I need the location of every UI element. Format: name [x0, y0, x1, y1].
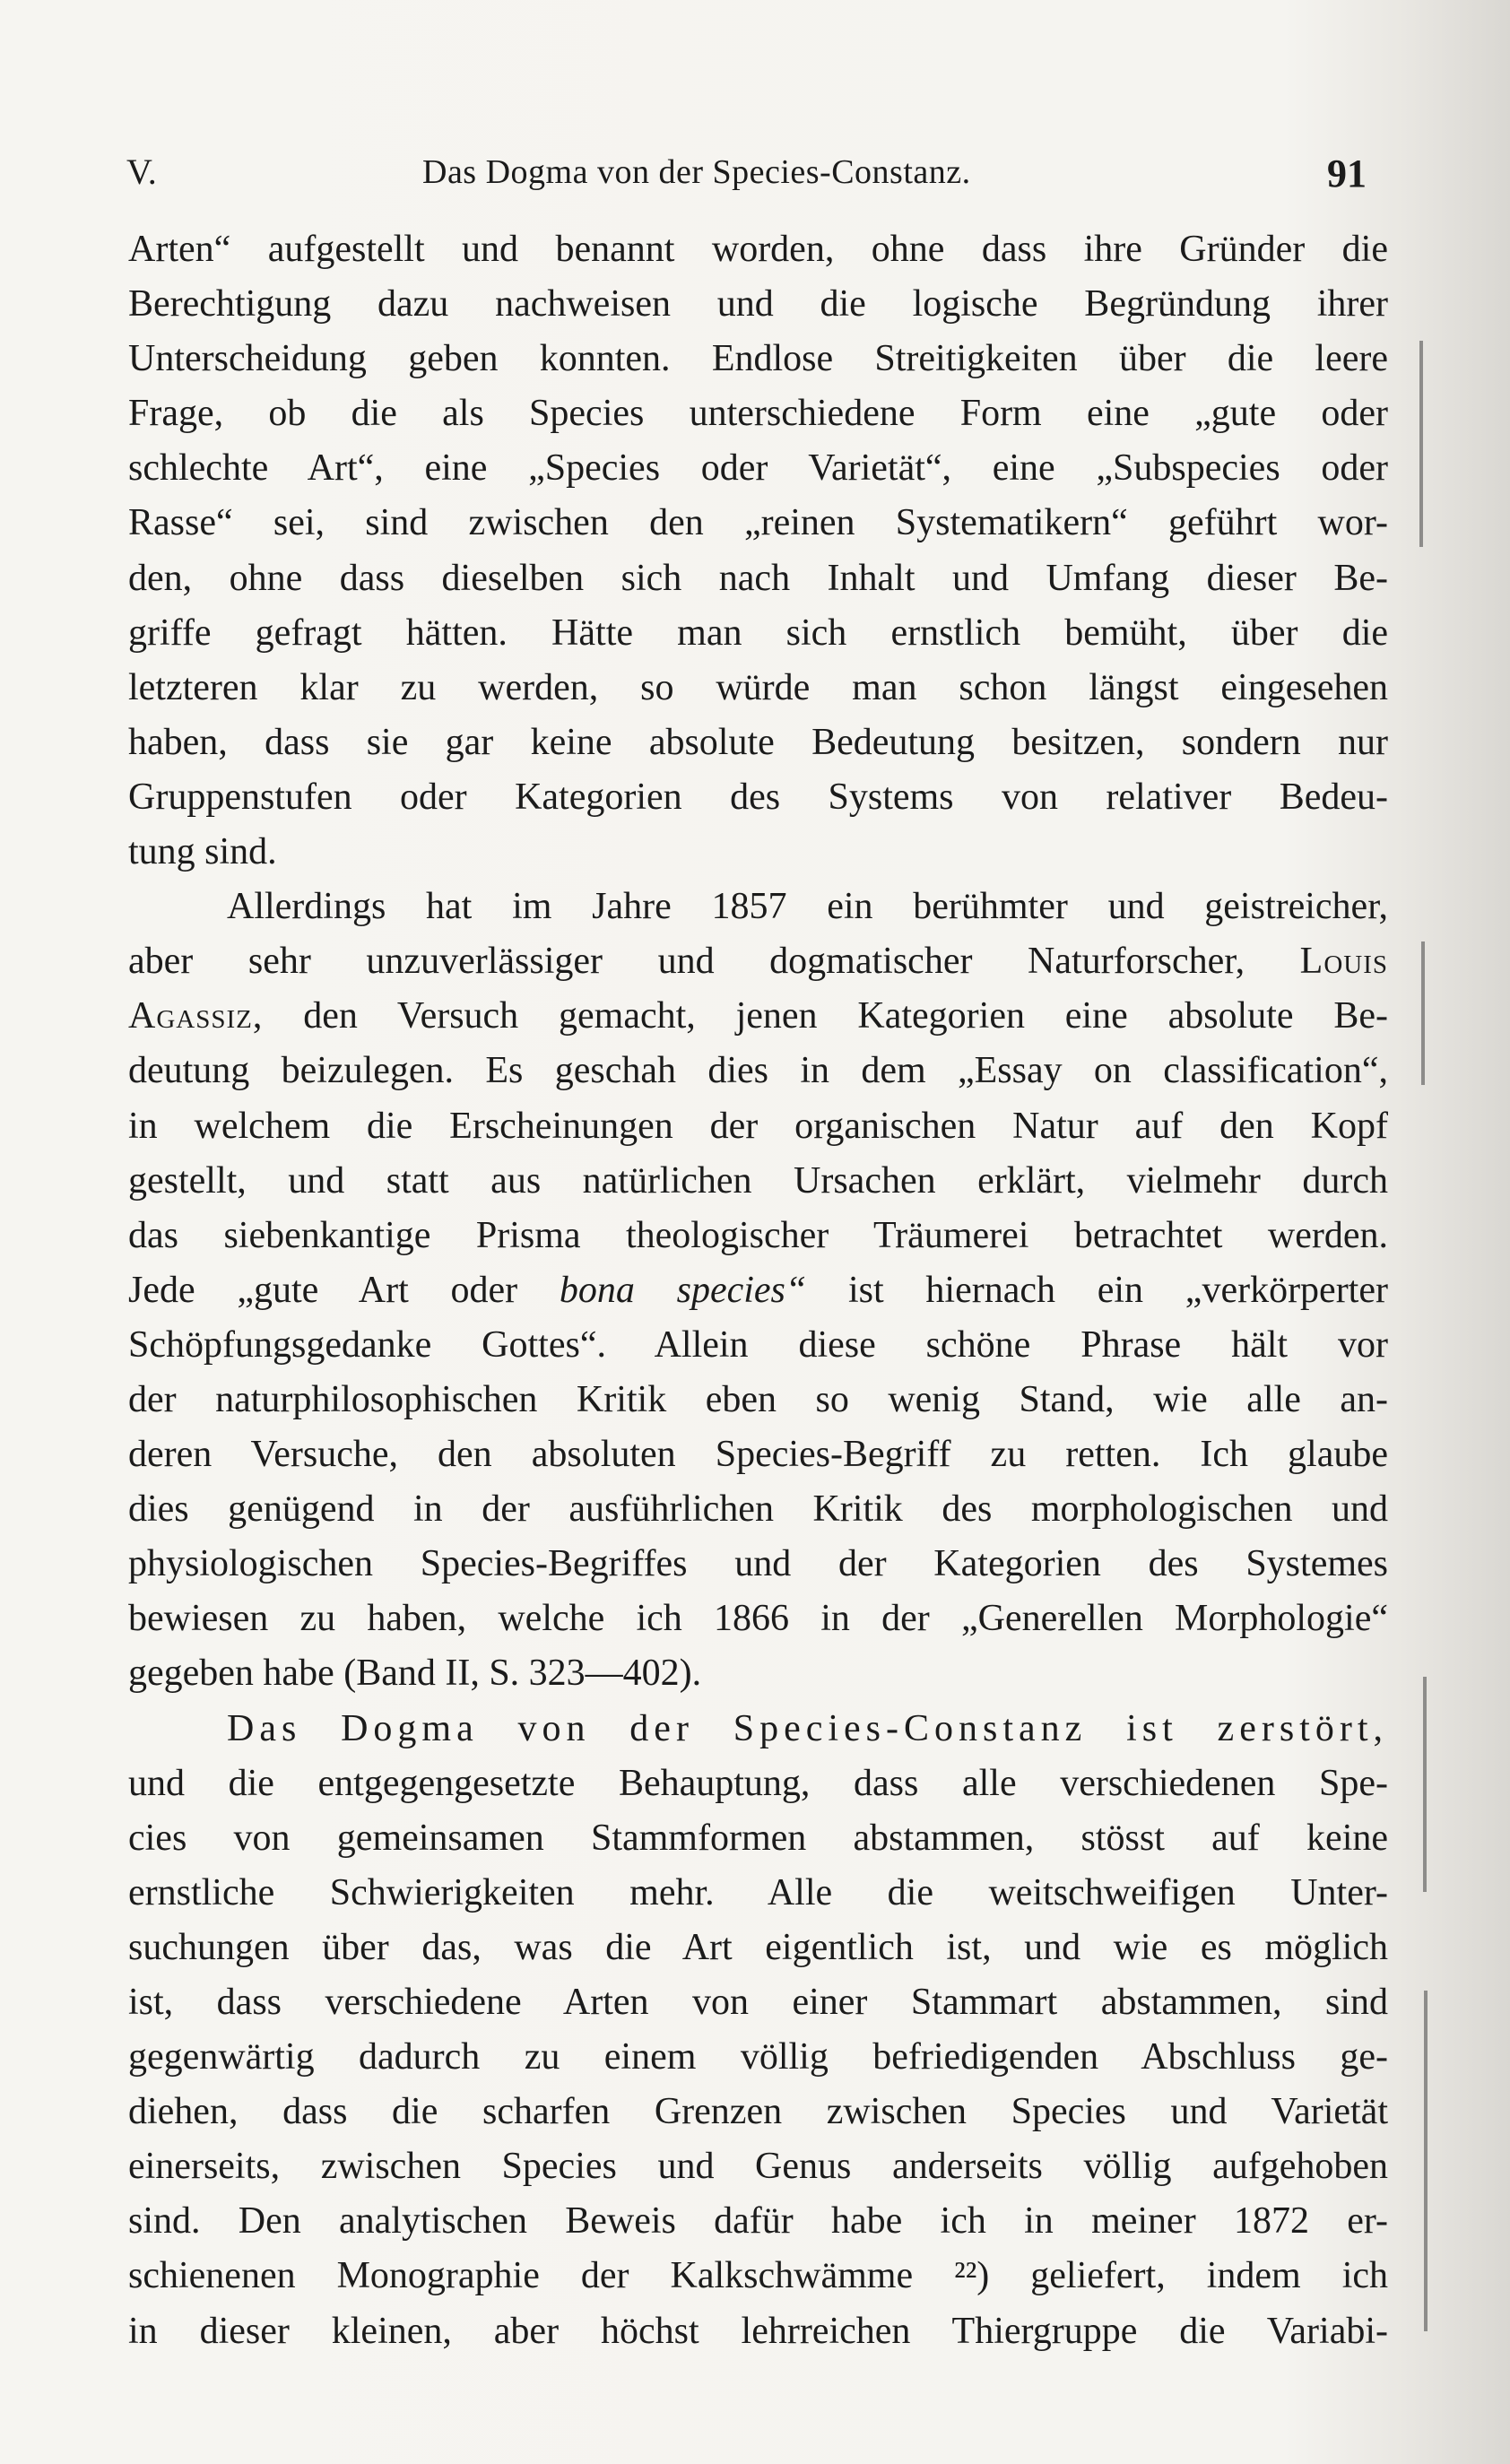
author-name: Louis — [1299, 941, 1388, 983]
text-line: Frage, ob die als Species unterschiedene Form eine „gute oder — [128, 393, 1388, 435]
paragraph-2 — [128, 880, 1388, 1701]
page-edge-shadow — [1423, 1677, 1427, 1892]
text-line: gegenwärtig dadurch zu einem völlig befriedigenden Abschluss ge- — [128, 2036, 1388, 2078]
text-line: das siebenkantige Prisma theologischer Träumerei betrachtet werden. — [128, 1214, 1388, 1256]
text-line: in dieser kleinen, aber höchst lehrreichen Thiergruppe die Variabi- — [128, 2310, 1388, 2352]
text-line — [128, 934, 1388, 989]
text-line: gegeben habe (Band II, S. 323—402). — [128, 1653, 702, 1695]
text-line: diehen, dass die scharfen Grenzen zwischen Species und Varietät — [128, 2091, 1388, 2133]
text-line: sind. Den analytischen Beweis dafür habe ich in meiner 1872 er- — [128, 2200, 1388, 2243]
text-line: letzteren klar zu werden, so würde man schon längst eingesehen — [128, 666, 1388, 708]
text-line: Rasse“ sei, sind zwischen den „reinen Systematikern“ geführt wor- — [128, 502, 1388, 544]
text-line: Gruppenstufen oder Kategorien des Systems von relativer Bedeu- — [128, 776, 1388, 818]
text-line: suchungen über das, was die Art eigentlich ist, und wie es möglich — [128, 1926, 1388, 1968]
text-span: den Versuch gemacht, jenen Kategorien eine absolute Be- — [303, 995, 1388, 1037]
text-line: deutung beizulegen. Es geschah dies in dem „Essay on classification“, — [128, 1050, 1388, 1092]
text-line: physiologischen Species-Begriffes und der Kategorien des Systemes — [128, 1543, 1388, 1585]
text-line: ist, dass verschiedene Arten von einer Stammart abstammen, sind — [128, 1982, 1388, 2023]
text-line: gestellt, und statt aus natürlichen Ursachen erklärt, vielmehr durch — [128, 1159, 1388, 1202]
running-title: Das Dogma von der Species-Constanz. — [422, 153, 971, 191]
page-number: 91 — [1327, 152, 1367, 195]
page-edge-shadow — [1419, 341, 1423, 547]
text-span: aber sehr unzuverlässiger und dogmatischer Naturforscher, — [128, 941, 1245, 983]
text-line: Unterscheidung geben konnten. Endlose Streitigkeiten über die leere — [128, 338, 1388, 380]
text-line: haben, dass sie gar keine absolute Bedeutung besitzen, sondern nur — [128, 721, 1388, 763]
text-span: ist hiernach ein „verkörperter — [848, 1269, 1388, 1311]
author-name: Agassiz, — [128, 995, 264, 1037]
text-line: und die entgegengesetzte Behauptung, dass alle verschiedenen Spe- — [128, 1762, 1388, 1804]
spaced-heading-line: Das Dogma von der Species-Constanz ist zerstört, — [227, 1707, 1388, 1749]
text-line: dies genügend in der ausführlichen Kritik des morphologischen und — [128, 1488, 1388, 1531]
text-line: den, ohne dass dieselben sich nach Inhalt und Umfang dieser Be- — [128, 557, 1388, 599]
text-line: ernstliche Schwierigkeiten mehr. Alle die weitschweifigen Unter- — [128, 1871, 1388, 1913]
chapter-number: V. — [126, 152, 157, 192]
paragraph-3 — [128, 1702, 1388, 2359]
text-line — [128, 1263, 1388, 1318]
text-line: cies von gemeinsamen Stammformen abstammen, stösst auf keine — [128, 1817, 1388, 1859]
text-line: einerseits, zwischen Species und Genus anderseits völlig aufgehoben — [128, 2146, 1388, 2188]
text-line: schienenen Monographie der Kalkschwämme ²²) geliefert, indem ich — [128, 2255, 1388, 2297]
text-line: Berechtigung dazu nachweisen und die logische Begründung ihrer — [128, 283, 1388, 325]
text-line: Allerdings hat im Jahre 1857 ein berühmter und geistreicher, — [227, 886, 1388, 928]
text-line: schlechte Art“, eine „Species oder Varietät“, eine „Subspecies oder — [128, 447, 1388, 490]
text-line: Schöpfungsgedanke Gottes“. Allein diese schöne Phrase hält vor — [128, 1323, 1388, 1366]
text-line: tung sind. — [128, 831, 277, 873]
text-line — [128, 989, 1388, 1044]
text-line: griffe gefragt hätten. Hätte man sich ernstlich bemüht, über die — [128, 612, 1388, 654]
text-line: deren Versuche, den absoluten Species-Begriff zu retten. Ich glaube — [128, 1434, 1388, 1476]
body-text — [128, 222, 1388, 2359]
italic-term: bona species“ — [559, 1269, 807, 1311]
text-line: der naturphilosophischen Kritik eben so wenig Stand, wie alle an- — [128, 1378, 1388, 1420]
text-line: in welchem die Erscheinungen der organischen Natur auf den Kopf — [128, 1105, 1388, 1147]
page-edge-shadow — [1421, 941, 1425, 1085]
page-edge-shadow — [1424, 1991, 1428, 2331]
paragraph-1 — [128, 222, 1388, 880]
text-span: Jede „gute Art oder — [128, 1269, 518, 1311]
running-header — [121, 151, 1376, 204]
text-line: bewiesen zu haben, welche ich 1866 in der „Generellen Morphologie“ — [128, 1598, 1388, 1640]
text-line: Arten“ aufgestellt und benannt worden, ohne dass ihre Gründer die — [128, 229, 1388, 270]
